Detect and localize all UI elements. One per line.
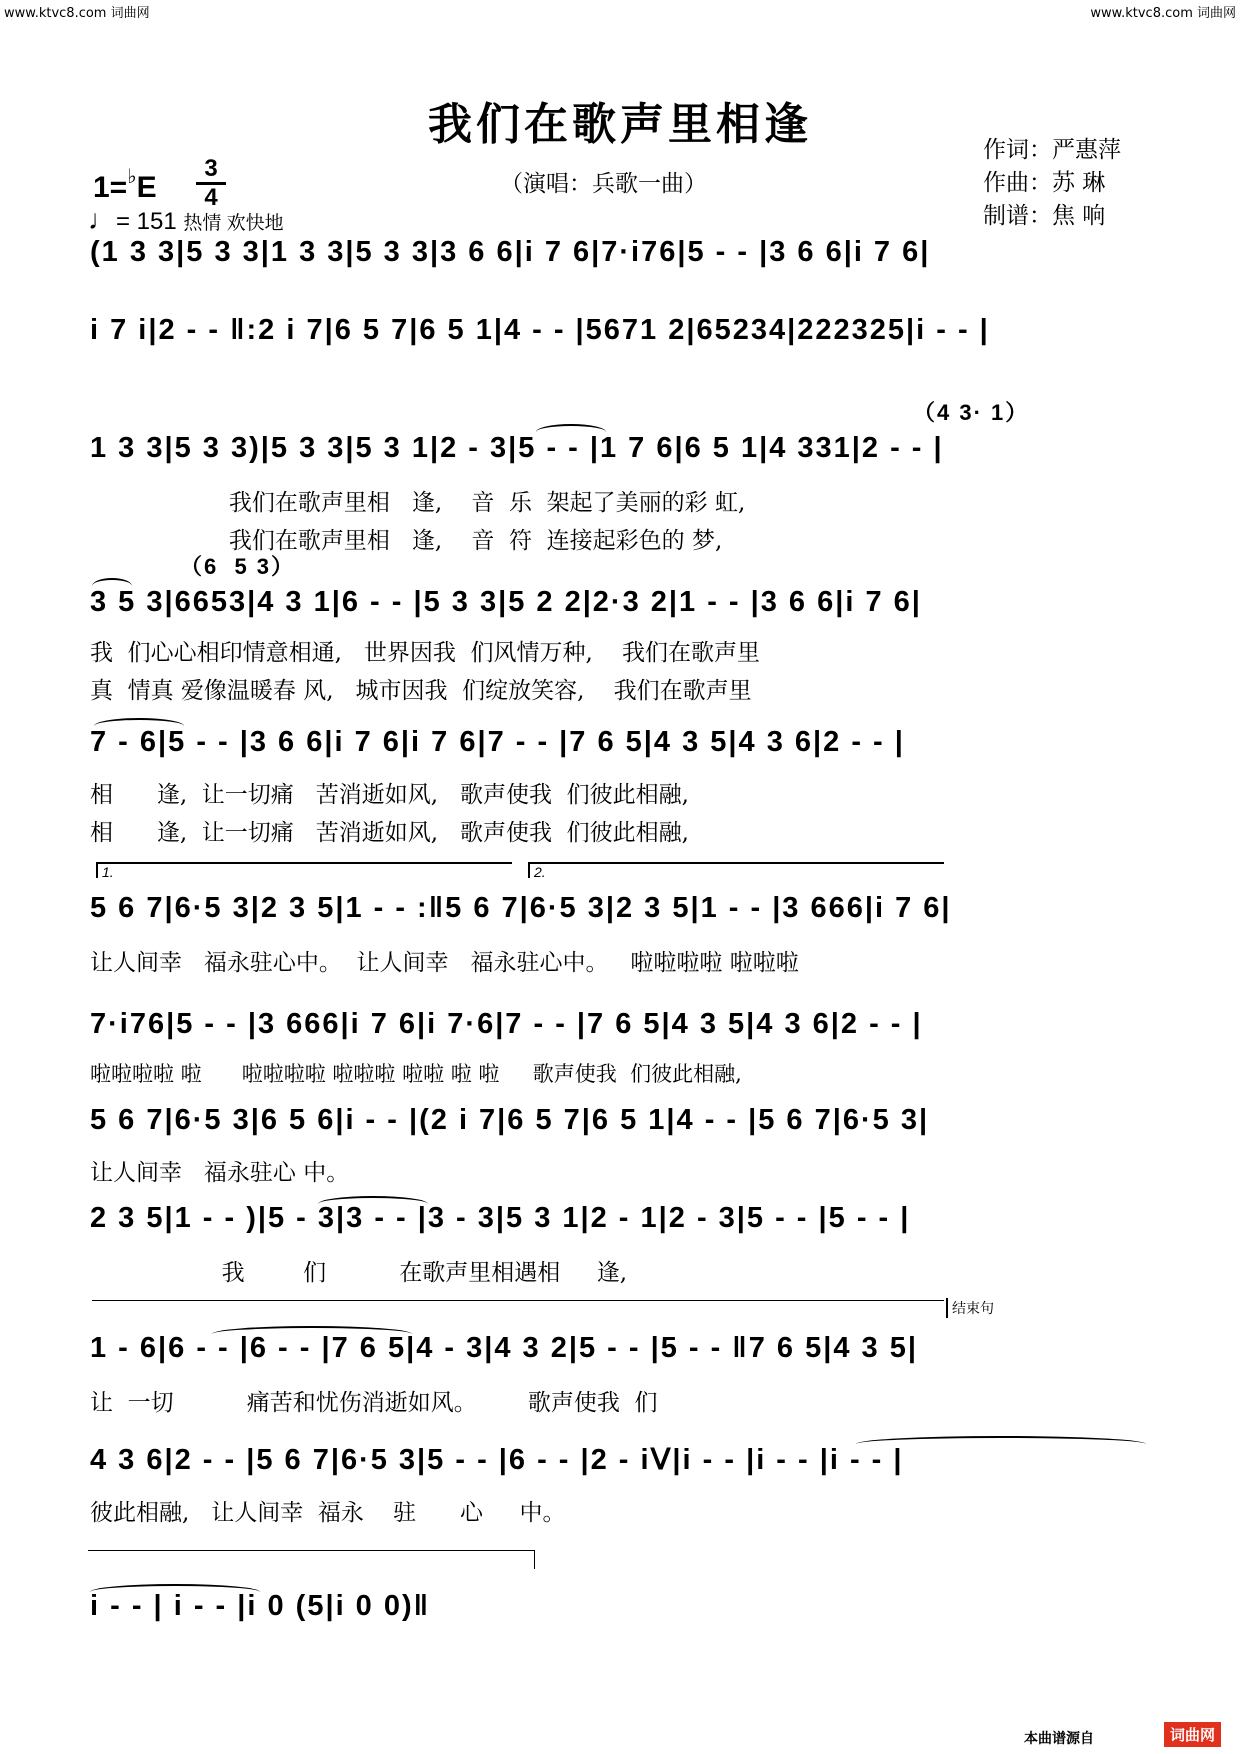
time-signature: [196, 155, 226, 211]
slur-mark: [90, 1584, 260, 1600]
notation-line-8: 5 6 7|6·5 3|6 5 6|i - - |(2 i 7|6 5 7|6 5 1|4 - - |5 6 7|6·5 3|: [90, 1104, 930, 1136]
singer-credit: （演唱：兵歌一曲）: [500, 171, 707, 197]
lyric-line-3a: 我们在歌声里相 逢, 音 乐 架起了美丽的彩 虹,: [90, 490, 746, 516]
slur-mark: [318, 1196, 428, 1212]
notation-line-9: 2 3 5|1 - - )|5 - 3|3 - - |3 - 3|5 3 1|2 - 1|2 - 3|5 - - |5 - - |: [90, 1202, 911, 1234]
key-prefix: 1=: [93, 171, 128, 204]
notation-line-4: 3 5 3|6653|4 3 1|6 - - |5 3 3|5 2 2|2·3 2|1 - - |3 6 6|i 7 6|: [90, 586, 922, 618]
key-signature: [93, 164, 157, 205]
notation-line-7: 7·i76|5 - - |3 666|i 7 6|i 7·6|7 - - |7 6 5|4 3 5|4 3 6|2 - - |: [90, 1008, 923, 1040]
slur-mark: [212, 1326, 412, 1342]
lyric-line-3b: 我们在歌声里相 逢, 音 符 连接起彩色的 梦,: [90, 528, 723, 554]
final-bracket: [88, 1550, 535, 1569]
slur-mark: [92, 578, 132, 594]
volta-first-ending: 1.: [96, 862, 512, 878]
site-logo: 词曲网: [1164, 1722, 1221, 1747]
notation-line-5: 7 - 6|5 - - |3 6 6|i 7 6|i 7 6|7 - - |7 6 5|4 3 5|4 3 6|2 - - |: [90, 726, 905, 758]
footer-source: 本曲谱源自: [1024, 1731, 1094, 1747]
credits: [983, 134, 1121, 233]
lyric-line-4a: 我 们心心相印情意相通, 世界因我 们风情万种, 我们在歌声里: [90, 640, 761, 666]
key-letter: E: [136, 171, 157, 204]
lyric-line-11: 彼此相融, 让人间幸 福永 驻 心 中。: [90, 1500, 566, 1526]
watermark-left: www.ktvc8.com 词曲网: [4, 6, 150, 21]
notation-line-1: (1 3 3|5 3 3|1 3 3|5 3 3|3 6 6|i 7 6|7·i76|5 - - |3 6 6|i 7 6|: [90, 236, 931, 268]
notation-line-3: 1 3 3|5 3 3)|5 3 3|5 3 1|2 - 3|5 - - |1 7 6|6 5 1|4 331|2 - - |: [90, 432, 944, 464]
notation-line-2: i 7 i|2 - - ‖:2 i 7|6 5 7|6 5 1|4 - - |5671 2|65234|222325|i - - |: [90, 314, 990, 346]
notation-line-11: 4 3 6|2 - - |5 6 7|6·5 3|5 - - |6 - - |2 - iᐯ|i - - |i - - |i - - |: [90, 1444, 904, 1476]
alt-notes-line-4: （6 5 3）: [180, 554, 296, 579]
lyric-line-8: 让人间幸 福永驻心 中。: [90, 1160, 350, 1186]
coda-rule: [92, 1300, 944, 1301]
quarter-note-icon: ♩: [88, 204, 116, 235]
lyric-line-7: 啦啦啦啦 啦 啦啦啦啦 啦啦啦 啦啦 啦 啦 歌声使我 们彼此相融,: [90, 1062, 742, 1086]
mood-marking: 热情 欢快地: [183, 213, 284, 234]
notation-line-10: 1 - 6|6 - - |6 - - |7 6 5|4 - 3|4 3 2|5 - - |5 - - ‖7 6 5|4 3 5|: [90, 1332, 918, 1364]
tempo-value: = 151: [116, 208, 177, 235]
flat-icon: ♭: [127, 166, 137, 188]
coda-label: 结束句: [946, 1298, 994, 1318]
slur-mark: [94, 718, 184, 734]
slur-mark: [536, 424, 606, 440]
time-signature-bottom: 4: [204, 184, 218, 211]
song-title: 我们在歌声里相逢: [428, 99, 812, 150]
composer-credit: 作曲：苏 琳: [983, 170, 1106, 196]
time-signature-top: 3: [204, 155, 218, 182]
notation-line-6: 5 6 7|6·5 3|2 3 5|1 - - :‖5 6 7|6·5 3|2 3 5|1 - - |3 666|i 7 6|: [90, 892, 952, 924]
lyric-line-4b: 真 情真 爱像温暖春 风, 城市因我 们绽放笑容, 我们在歌声里: [90, 678, 752, 704]
arranger-credit: 制谱：焦 响: [983, 203, 1106, 229]
lyric-line-6: 让人间幸 福永驻心中。 让人间幸 福永驻心中。 啦啦啦啦 啦啦啦: [90, 950, 799, 976]
volta-second-ending: 2.: [528, 862, 944, 878]
lyric-line-5a: 相 逢, 让一切痛 苦消逝如风, 歌声使我 们彼此相融,: [90, 782, 689, 808]
alt-notes-line-3: （4 3· 1）: [913, 400, 1030, 425]
tempo-marking: [88, 204, 284, 236]
slur-mark: [856, 1436, 1146, 1452]
lyric-line-9: 我 们 在歌声里相遇相 逢,: [90, 1260, 628, 1286]
notation-line-12: i - - | i - - |i 0 (5|i 0 0)‖: [90, 1590, 431, 1622]
lyricist-credit: 作词：严惠萍: [983, 137, 1121, 163]
lyric-line-5b: 相 逢, 让一切痛 苦消逝如风, 歌声使我 们彼此相融,: [90, 820, 689, 846]
watermark-right: www.ktvc8.com 词曲网: [1090, 6, 1236, 21]
lyric-line-10: 让 一切 痛苦和忧伤消逝如风。 歌声使我 们: [90, 1390, 658, 1416]
